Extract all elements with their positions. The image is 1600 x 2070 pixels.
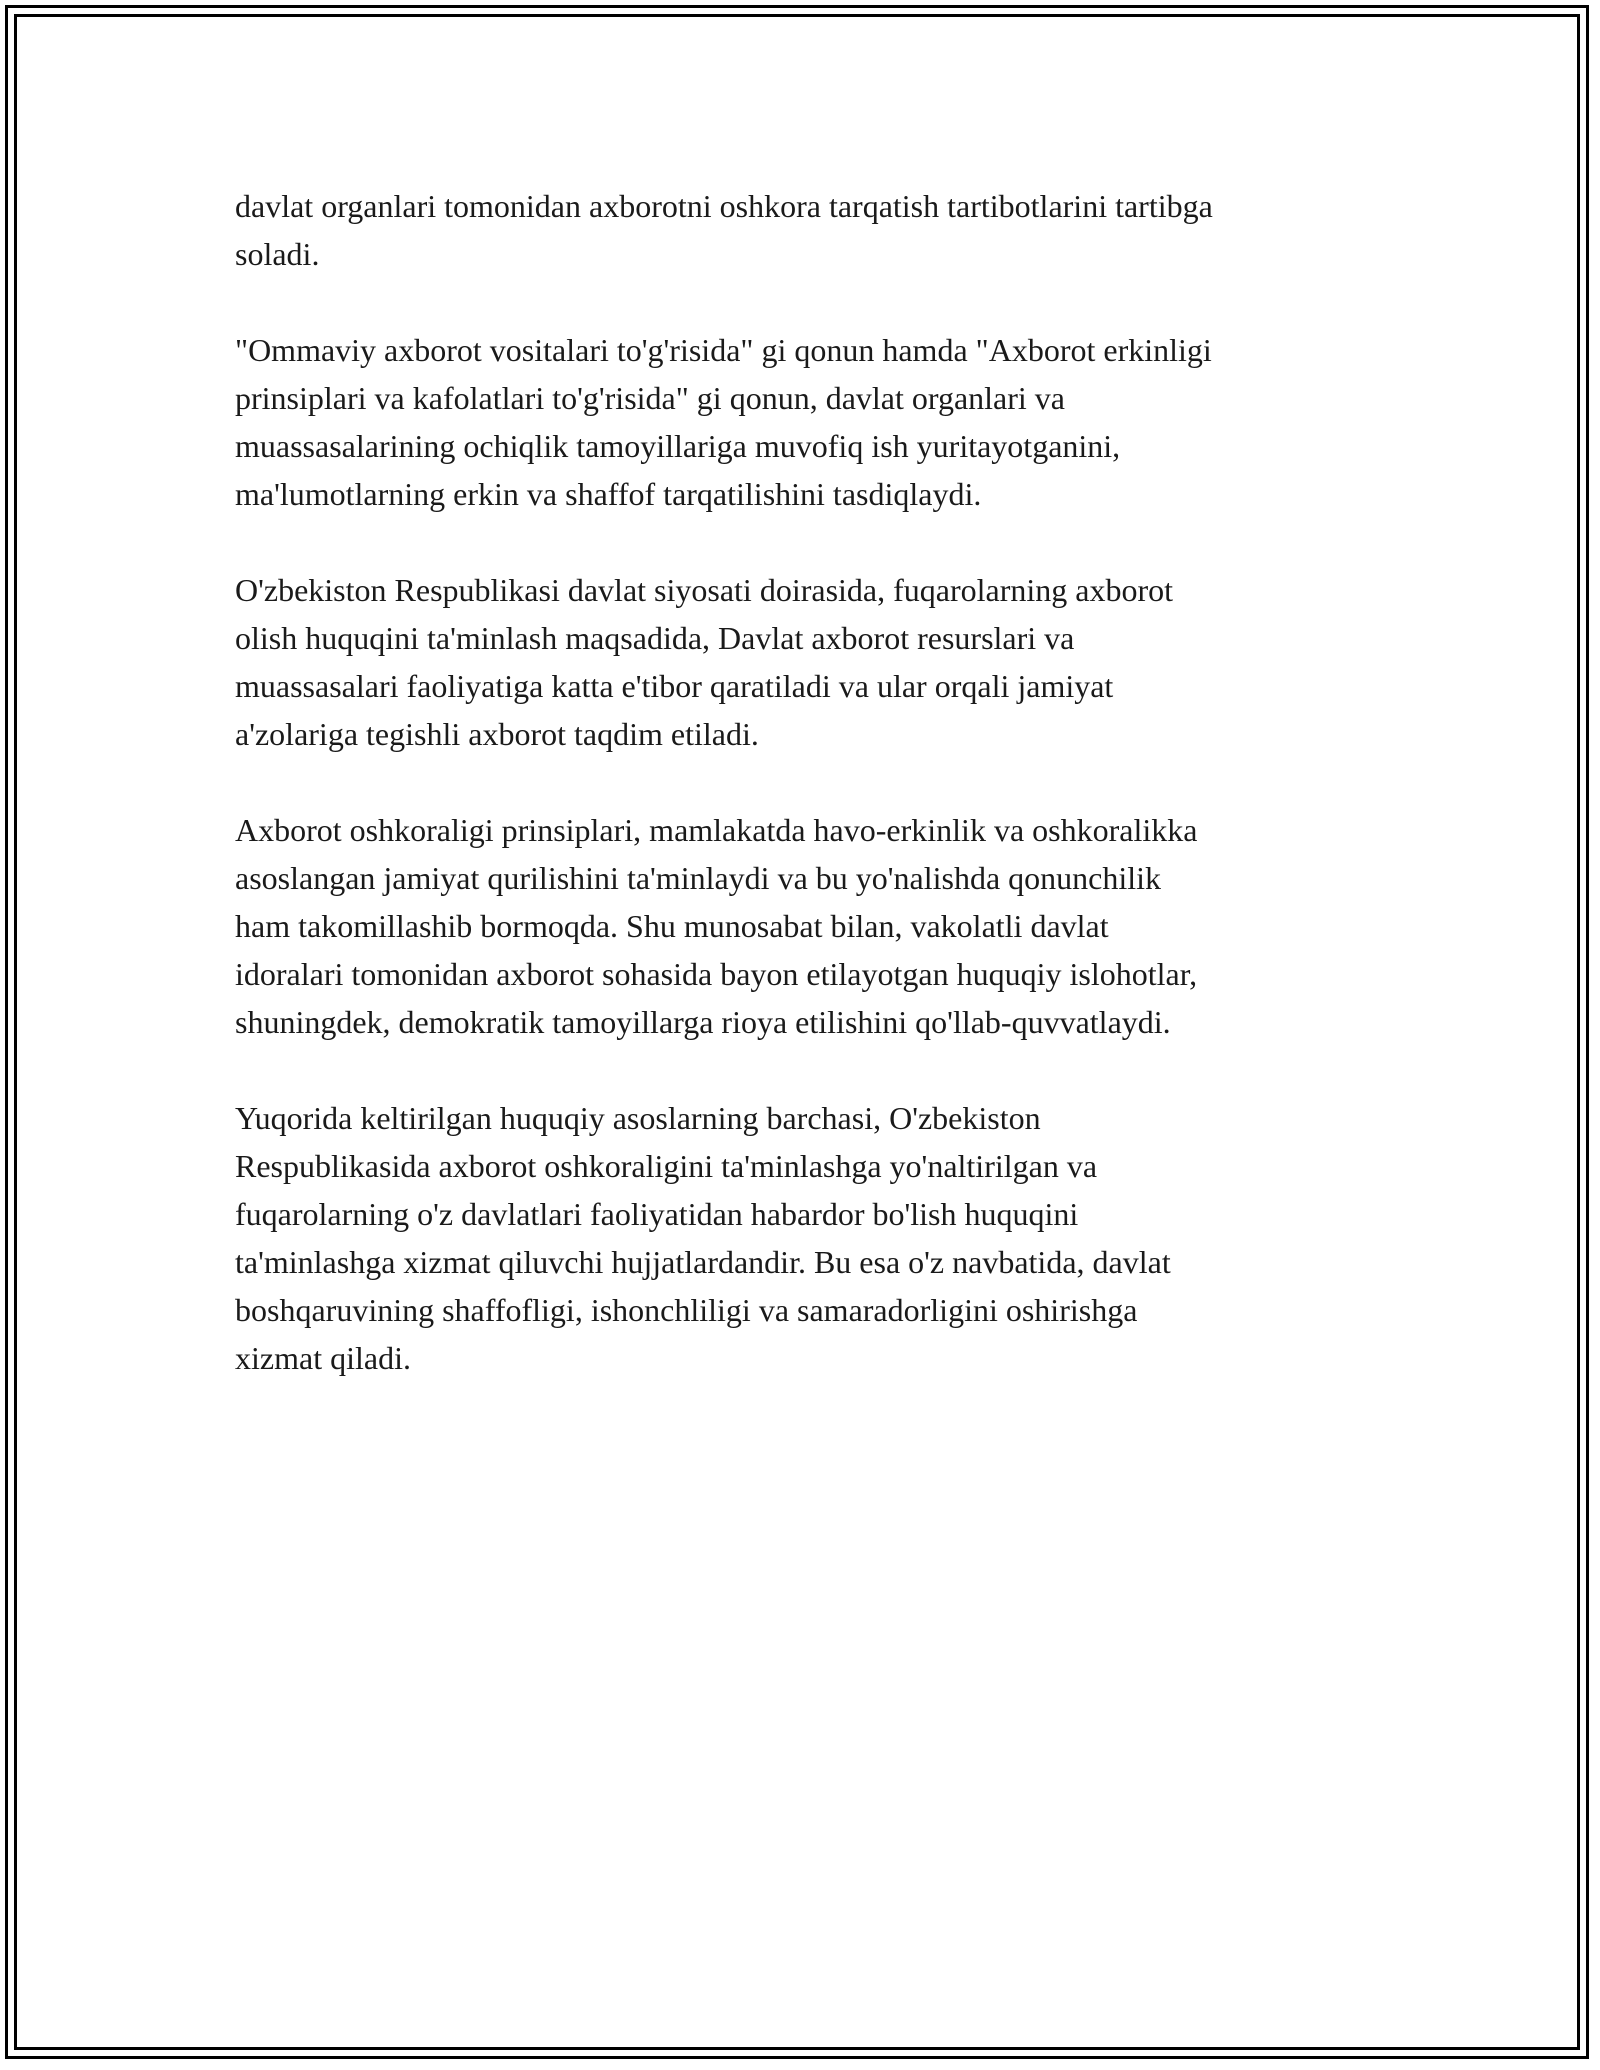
paragraph: davlat organlari tomonidan axborotni oshkora tarqatish tartibotlarini tartibga soladi.	[235, 188, 1213, 272]
paragraph: "Ommaviy axborot vositalari to'g'risida" gi qonun hamda "Axborot erkinligi prinsiplari va kafolatlari to'g'risida" gi qonun, davlat organlari va muassasalarining ochiqlik tamoyillariga muvofiq ish yuritayotganini, ma'lumotlarning erkin va shaffof tarqatilishini tasdiqlaydi.	[235, 332, 1212, 512]
paragraph: Axborot oshkoraligi prinsiplari, mamlakatda havo-erkinlik va oshkoralikka asoslangan jamiyat qurilishini ta'minlaydi va bu yo'nalishda qonunchilik ham takomillashib bormoqda. Shu munosabat bilan, vakolatli davlat idoralari tomonidan axborot sohasida bayon etilayotgan huquqiy islohotlar, shuningdek, demokratik tamoyillarga rioya etilishini qo'llab-quvvatlaydi.	[235, 812, 1198, 1040]
paragraph: Yuqorida keltirilgan huquqiy asoslarning barchasi, O'zbekiston Respublikasida axborot oshkoraligini ta'minlashga yo'naltirilgan va fuqarolarning o'z davlatlari faoliyatidan habardor bo'lish huquqini ta'minlashga xizmat qiluvchi hujjatlardandir. Bu esa o'z navbatida, davlat boshqaruvining shaffofligi, ishonchliligi va samaradorligini oshirishga xizmat qiladi.	[235, 1100, 1171, 1376]
document-body	[235, 182, 1375, 1430]
paragraph: O'zbekiston Respublikasi davlat siyosati doirasida, fuqarolarning axborot olish huquqini ta'minlash maqsadida, Davlat axborot resurslari va muassasalari faoliyatiga katta e'tibor qaratiladi va ular orqali jamiyat a'zolariga tegishli axborot taqdim etiladi.	[235, 572, 1174, 752]
